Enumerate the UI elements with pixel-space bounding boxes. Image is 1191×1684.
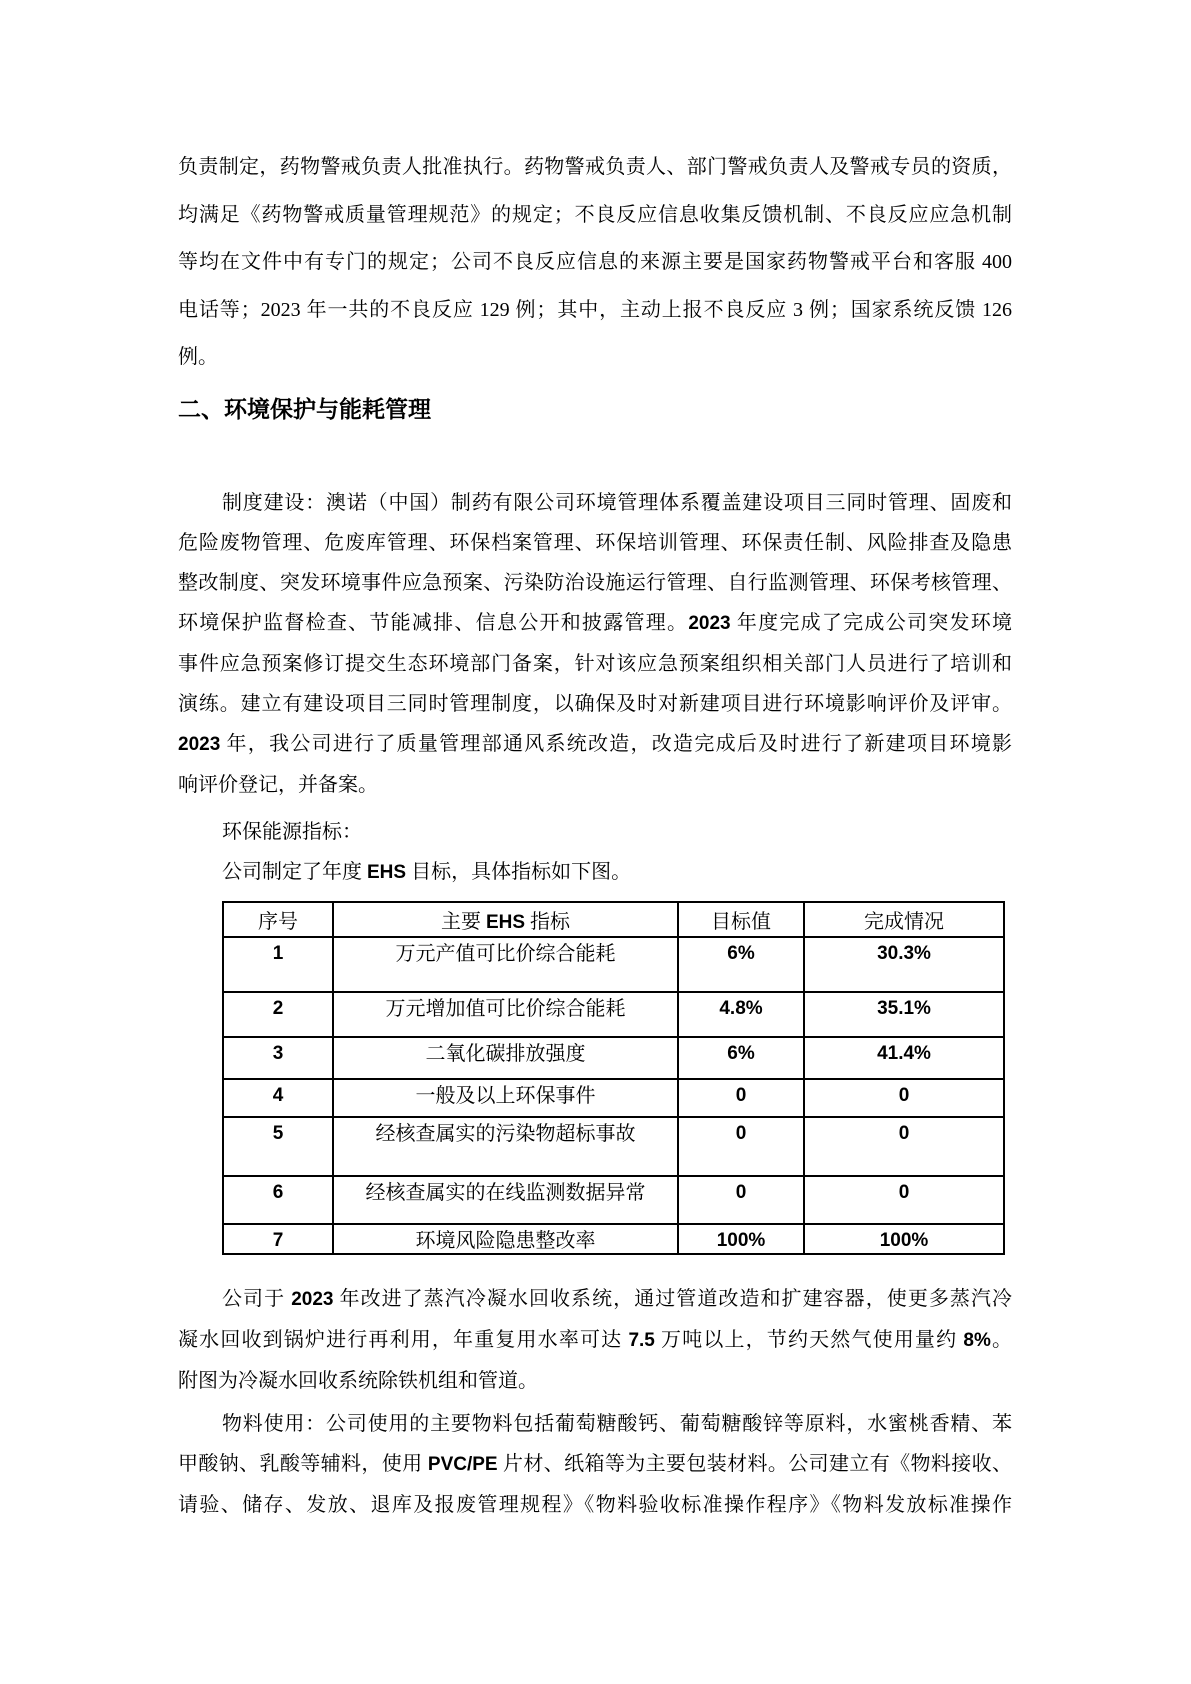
text-line: 危险废物管理、危废库管理、环保档案管理、环保培训管理、环保责任制、风险排查及隐患: [178, 531, 1012, 554]
row-number-cell: 1: [223, 937, 333, 992]
row-number-cell: 2: [223, 992, 333, 1037]
text-line: 请验、储存、发放、退库及报废管理规程》《物料验收标准操作程序》《物料发放标准操作: [178, 1493, 1012, 1516]
target-value-cell: 6%: [678, 1037, 804, 1079]
text-line: 演练。建立有建设项目三同时管理制度，以确保及时对新建项目进行环境影响评价及评审。: [178, 692, 1012, 715]
latin-text: 2023: [291, 1288, 334, 1310]
row-number-cell: 6: [223, 1176, 333, 1224]
text-line: 2023 年，我公司进行了质量管理部通风系统改造，改造完成后及时进行了新建项目环境影: [178, 732, 1012, 755]
text-line: 事件应急预案修订提交生态环境部门备案，针对该应急预案组织相关部门人员进行了培训和: [178, 652, 1012, 675]
material-usage-paragraph: [178, 1404, 1012, 1525]
text-line: 公司于 2023 年改进了蒸汽冷凝水回收系统，通过管道改造和扩建容器，使更多蒸汽冷: [222, 1287, 1013, 1310]
intro-paragraph: [178, 144, 1012, 382]
target-value-cell: 0: [678, 1176, 804, 1224]
text-line: 响评价登记，并备案。: [178, 773, 378, 796]
text-line: 环保能源指标：: [222, 820, 362, 843]
target-value-cell: 0: [678, 1079, 804, 1117]
text-line: 凝水回收到锅炉进行再利用，年重复用水率可达 7.5 万吨以上，节约天然气使用量约 8%。: [178, 1328, 1013, 1351]
col-header-indicator: 主要 EHS 指标: [333, 902, 678, 937]
latin-text: PVC/PE: [427, 1453, 498, 1475]
latin-text: 7.5: [628, 1329, 655, 1351]
text-line: 物料使用：公司使用的主要物料包括葡萄糖酸钙、葡萄糖酸锌等原料，水蜜桃香精、苯: [222, 1412, 1012, 1435]
latin-text: 2023: [178, 733, 221, 755]
latin-text: 2023: [688, 612, 731, 634]
latin-text: EHS: [367, 861, 407, 883]
ehs-intro-lines: [178, 812, 1012, 893]
table-row: [223, 937, 1004, 992]
target-value-cell: 4.8%: [678, 992, 804, 1037]
system-paragraph: [178, 483, 1012, 805]
row-number-cell: 3: [223, 1037, 333, 1079]
text-line: 等均在文件中有专门的规定；公司不良反应信息的来源主要是国家药物警戒平台和客服 400: [178, 251, 1012, 273]
target-value-cell: 100%: [678, 1224, 804, 1254]
indicator-cell: 一般及以上环保事件: [333, 1079, 678, 1117]
text-line: 环境保护监督检查、节能减排、信息公开和披露管理。2023 年度完成了完成公司突发环境: [178, 611, 1013, 634]
table-row: [223, 1079, 1004, 1117]
table-row: [223, 1037, 1004, 1079]
table-row: [223, 1224, 1004, 1254]
row-number-cell: 7: [223, 1224, 333, 1254]
completion-cell: 0: [804, 1117, 1004, 1176]
completion-cell: 100%: [804, 1224, 1004, 1254]
indicator-cell: 万元增加值可比价综合能耗: [333, 992, 678, 1037]
completion-cell: 30.3%: [804, 937, 1004, 992]
table-row: [223, 1176, 1004, 1224]
page-content: [178, 0, 1012, 1525]
ehs-indicator-table: [222, 901, 1005, 1255]
steam-recovery-paragraph: [178, 1279, 1012, 1401]
latin-text: 8%: [963, 1329, 991, 1351]
text-line: 制度建设：澳诺（中国）制药有限公司环境管理体系覆盖建设项目三同时管理、固废和: [222, 491, 1012, 514]
col-header-completion: 完成情况: [804, 902, 1004, 937]
target-value-cell: 6%: [678, 937, 804, 992]
completion-cell: 0: [804, 1176, 1004, 1224]
table-header-row: [223, 902, 1004, 937]
completion-cell: 0: [804, 1079, 1004, 1117]
table-row: [223, 992, 1004, 1037]
row-number-cell: 5: [223, 1117, 333, 1176]
text-line: 整改制度、突发环境事件应急预案、污染防治设施运行管理、自行监测管理、环保考核管理、: [178, 571, 1012, 594]
text-line: 附图为冷凝水回收系统除铁机组和管道。: [178, 1369, 538, 1392]
indicator-cell: 二氧化碳排放强度: [333, 1037, 678, 1079]
text-line: 例。: [178, 346, 218, 368]
indicator-cell: 经核查属实的在线监测数据异常: [333, 1176, 678, 1224]
row-number-cell: 4: [223, 1079, 333, 1117]
col-header-target: 目标值: [678, 902, 804, 937]
table-row: [223, 1117, 1004, 1176]
indicator-cell: 环境风险隐患整改率: [333, 1224, 678, 1254]
completion-cell: 35.1%: [804, 992, 1004, 1037]
text-line: 甲酸钠、乳酸等辅料，使用 PVC/PE 片材、纸箱等为主要包装材料。公司建立有《物料接收、: [178, 1452, 1013, 1475]
indicator-cell: 经核查属实的污染物超标事故: [333, 1117, 678, 1176]
text-line: 负责制定，药物警戒负责人批准执行。药物警戒负责人、部门警戒负责人及警戒专员的资质，: [178, 156, 1012, 178]
text-line: 电话等；2023 年一共的不良反应 129 例；其中，主动上报不良反应 3 例；国家系统反馈 126: [178, 298, 1012, 321]
text-line: 公司制定了年度 EHS 目标，具体指标如下图。: [222, 860, 632, 883]
col-header-no: 序号: [223, 902, 333, 937]
target-value-cell: 0: [678, 1117, 804, 1176]
completion-cell: 41.4%: [804, 1037, 1004, 1079]
section-heading: 二、环境保护与能耗管理: [178, 396, 431, 422]
latin-text: EHS: [485, 911, 526, 933]
indicator-cell: 万元产值可比价综合能耗: [333, 937, 678, 992]
text-line: 均满足《药物警戒质量管理规范》的规定；不良反应信息收集反馈机制、不良反应应急机制: [178, 203, 1012, 226]
